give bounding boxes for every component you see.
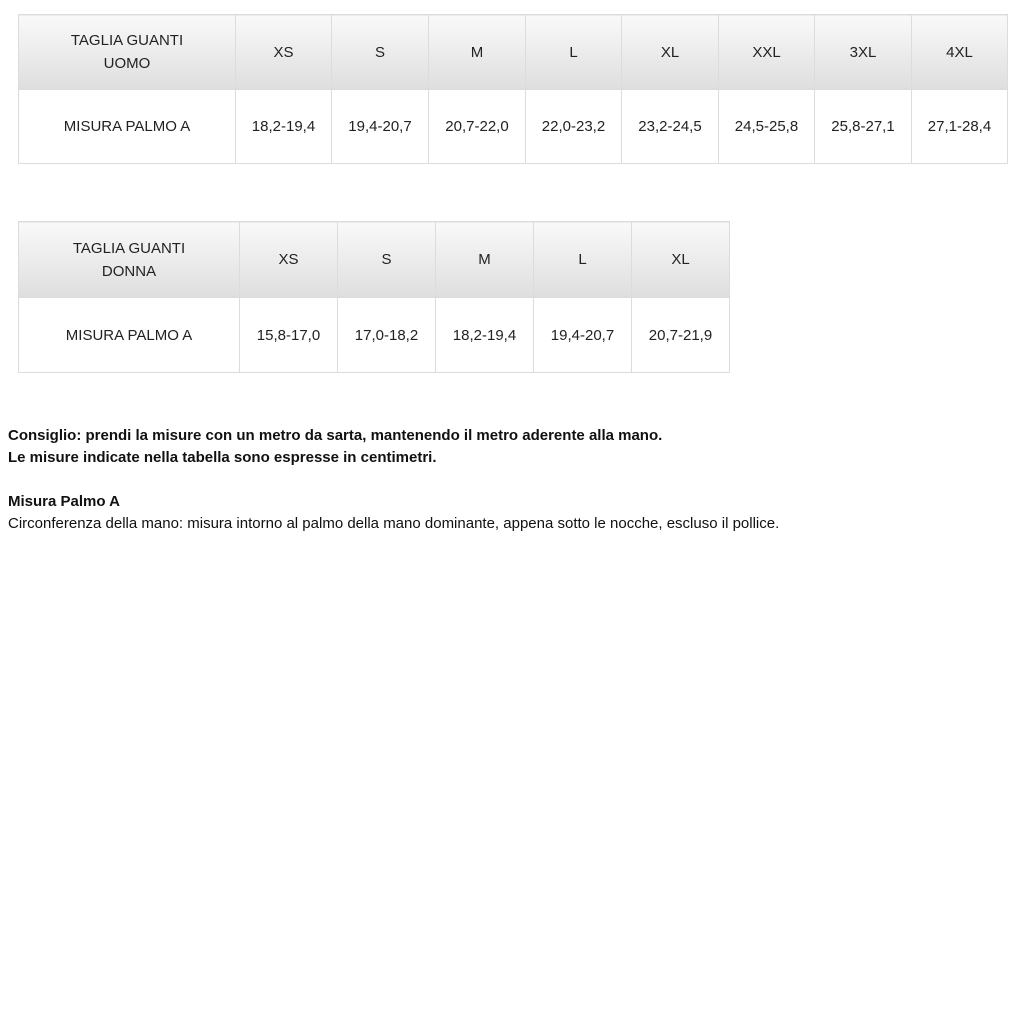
women-size-xs: XS bbox=[240, 222, 338, 298]
men-size-3xl: 3XL bbox=[815, 15, 912, 90]
men-header-row bbox=[19, 15, 1008, 90]
men-size-4xl: 4XL bbox=[912, 15, 1008, 90]
women-measure-row bbox=[19, 298, 730, 373]
women-header-label: TAGLIA GUANTI DONNA bbox=[19, 222, 240, 298]
women-value-xl: 20,7-21,9 bbox=[632, 298, 730, 373]
women-value-s: 17,0-18,2 bbox=[338, 298, 436, 373]
men-size-xl: XL bbox=[622, 15, 719, 90]
men-value-4xl: 27,1-28,4 bbox=[912, 90, 1008, 164]
men-value-3xl: 25,8-27,1 bbox=[815, 90, 912, 164]
women-size-m: M bbox=[436, 222, 534, 298]
women-row-label: MISURA PALMO A bbox=[19, 298, 240, 373]
men-size-xs: XS bbox=[236, 15, 332, 90]
advice-text: Consiglio: prendi la misure con un metro da sarta, mantenendo il metro aderente alla mano. bbox=[8, 427, 663, 444]
men-size-s: S bbox=[332, 15, 429, 90]
men-header-label: TAGLIA GUANTI UOMO bbox=[19, 15, 236, 90]
measure-title: Misura Palmo A bbox=[8, 493, 120, 510]
men-size-m: M bbox=[429, 15, 526, 90]
women-header-row bbox=[19, 222, 730, 298]
notes-spacer bbox=[8, 469, 1008, 491]
men-size-l: L bbox=[526, 15, 622, 90]
men-value-m: 20,7-22,0 bbox=[429, 90, 526, 164]
men-value-s: 19,4-20,7 bbox=[332, 90, 429, 164]
measure-description: Circonferenza della mano: misura intorno al palmo della mano dominante, appena sotto le nocche, escluso il pollice. bbox=[8, 515, 780, 532]
women-value-xs: 15,8-17,0 bbox=[240, 298, 338, 373]
men-value-xxl: 24,5-25,8 bbox=[719, 90, 815, 164]
men-value-xl: 23,2-24,5 bbox=[622, 90, 719, 164]
men-value-l: 22,0-23,2 bbox=[526, 90, 622, 164]
women-value-l: 19,4-20,7 bbox=[534, 298, 632, 373]
men-size-table bbox=[18, 14, 1008, 164]
women-size-s: S bbox=[338, 222, 436, 298]
units-text: Le misure indicate nella tabella sono espresse in centimetri. bbox=[8, 449, 437, 466]
women-size-l: L bbox=[534, 222, 632, 298]
measurement-notes bbox=[8, 425, 1008, 535]
men-size-xxl: XXL bbox=[719, 15, 815, 90]
men-row-label: MISURA PALMO A bbox=[19, 90, 236, 164]
women-size-table bbox=[18, 221, 730, 373]
men-measure-row bbox=[19, 90, 1008, 164]
women-value-m: 18,2-19,4 bbox=[436, 298, 534, 373]
men-value-xs: 18,2-19,4 bbox=[236, 90, 332, 164]
women-size-xl: XL bbox=[632, 222, 730, 298]
